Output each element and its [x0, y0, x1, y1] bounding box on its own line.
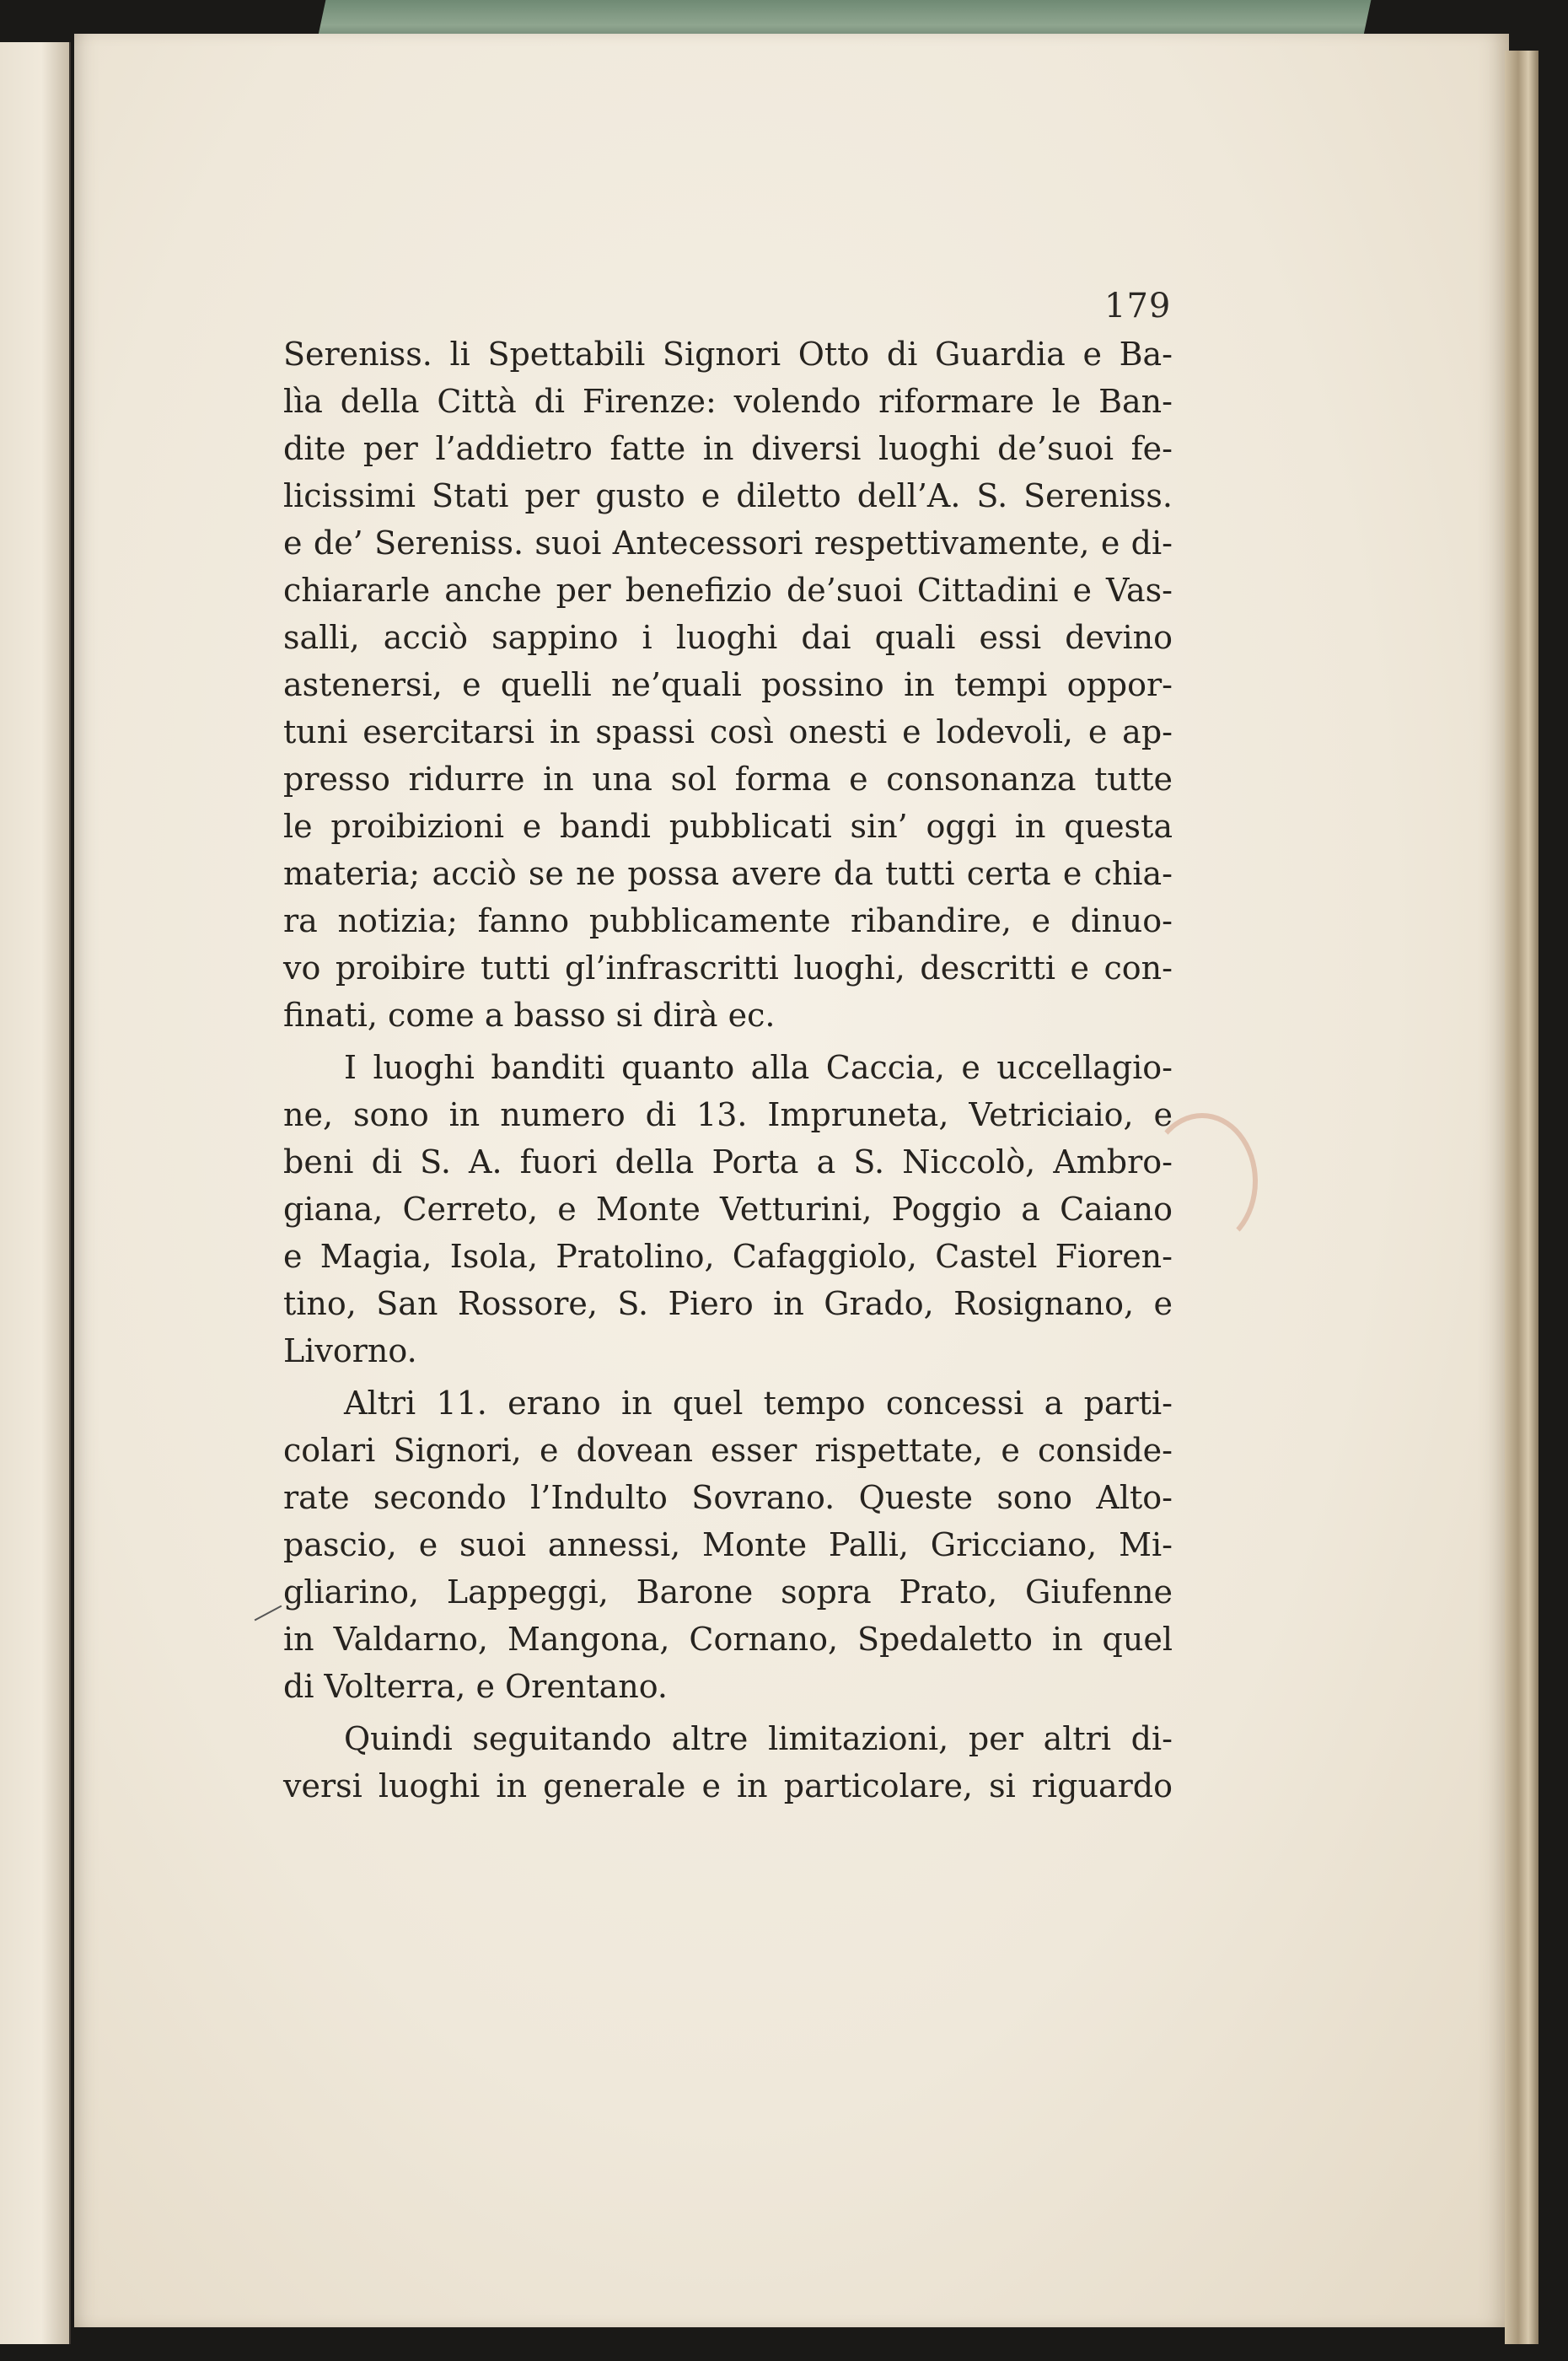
text-line: chiararle anche per benefizio de’suoi Cittadini e Vas- [283, 572, 1173, 609]
body-text [283, 331, 1173, 1810]
page-fore-edge [1505, 51, 1538, 2344]
text-line: tuni esercitarsi in spassi così onesti e lodevoli, e ap- [283, 713, 1173, 750]
text-line: presso ridurre in una sol forma e consonanza tutte [283, 761, 1173, 798]
text-line: tino, San Rossore, S. Piero in Grado, Rosignano, e [283, 1285, 1173, 1322]
text-line: colari Signori, e dovean esser rispettate, e conside- [283, 1432, 1173, 1469]
text-line: I luoghi banditi quanto alla Caccia, e uccellagio- [344, 1049, 1173, 1086]
facing-page-edge [0, 42, 71, 2344]
text-line: materia; acciò se ne possa avere da tutti certa e chia- [283, 855, 1173, 892]
text-line: licissimi Stati per gusto e diletto dell’A. S. Sereniss. [283, 477, 1173, 514]
text-line: beni di S. A. fuori della Porta a S. Niccolò, Ambro- [283, 1143, 1173, 1180]
text-line: Quindi seguitando altre limitazioni, per altri di- [344, 1720, 1173, 1757]
text-line: giana, Cerreto, e Monte Vetturini, Poggio a Caiano [283, 1191, 1173, 1228]
text-line: ne, sono in numero di 13. Impruneta, Vetriciaio, e [283, 1096, 1173, 1133]
text-line: dite per l’addietro fatte in diversi luoghi de’suoi fe- [283, 430, 1173, 467]
text-line: finati, come a basso si dirà ec. [283, 997, 776, 1034]
text-line: Livorno. [283, 1332, 417, 1369]
text-line: Altri 11. erano in quel tempo concessi a parti- [344, 1385, 1173, 1422]
text-line: ra notizia; fanno pubblicamente ribandire, e dinuo- [283, 902, 1173, 939]
text-line: gliarino, Lappeggi, Barone sopra Prato, Giufenne [283, 1573, 1173, 1611]
text-line: versi luoghi in generale e in particolare, si riguardo [283, 1767, 1173, 1804]
text-line: Sereniss. li Spettabili Signori Otto di Guardia e Ba- [283, 336, 1173, 373]
text-line: e Magia, Isola, Pratolino, Cafaggiolo, Castel Fioren- [283, 1238, 1173, 1275]
text-line: astenersi, e quelli ne’quali possino in tempi oppor- [283, 666, 1173, 703]
text-line: rate secondo l’Indulto Sovrano. Queste sono Alto- [283, 1479, 1173, 1516]
text-line: e de’ Sereniss. suoi Antecessori respettivamente, e di- [283, 524, 1173, 562]
text-line: salli, acciò sappino i luoghi dai quali essi devino [283, 619, 1173, 656]
text-line: in Valdarno, Mangona, Cornano, Spedaletto in quel [283, 1621, 1173, 1658]
text-line: di Volterra, e Orentano. [283, 1668, 668, 1705]
text-line: le proibizioni e bandi pubblicati sin’ oggi in questa [283, 808, 1173, 845]
page-number: 179 [1104, 287, 1172, 325]
text-line: lìa della Città di Firenze: volendo riformare le Ban- [283, 383, 1173, 420]
text-line: pascio, e suoi annessi, Monte Palli, Gricciano, Mi- [283, 1526, 1173, 1563]
text-line: vo proibire tutti gl’infrascritti luoghi, descritti e con- [283, 949, 1173, 987]
